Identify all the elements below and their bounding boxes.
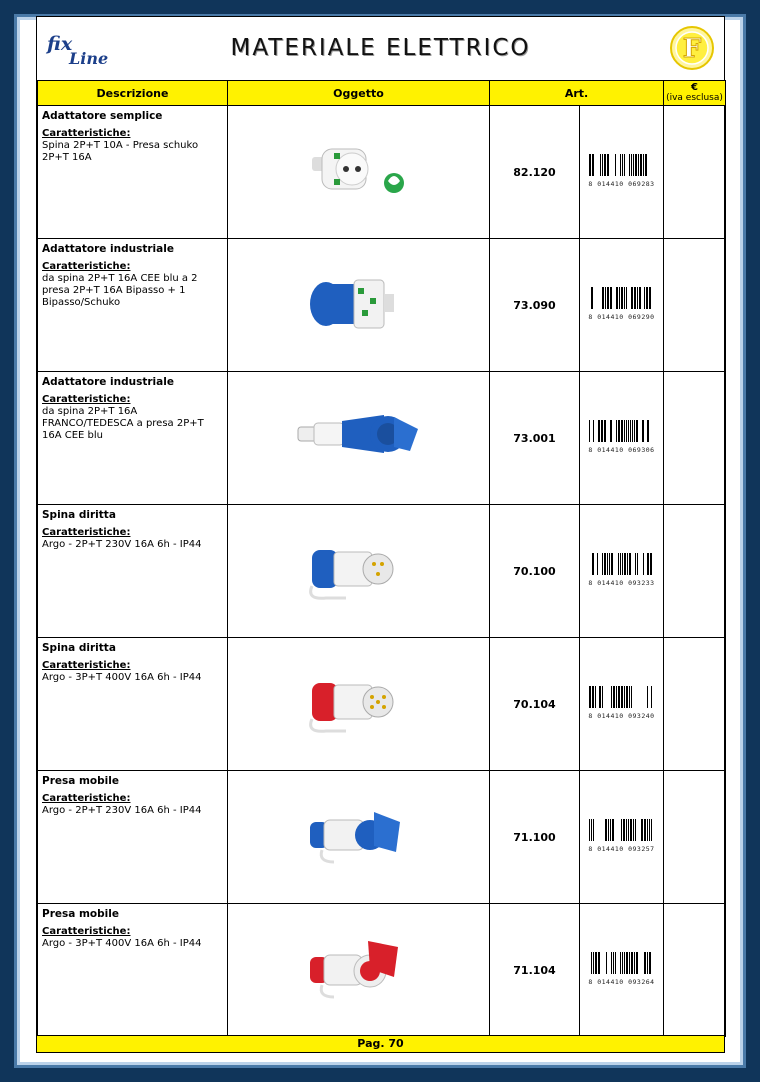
- product-name: Adattatore semplice: [42, 110, 163, 122]
- barcode-number: 8 014410 093264: [588, 978, 655, 986]
- table-row: [38, 372, 726, 505]
- product-description: Argo - 2P+T 230V 16A 6h - IP44: [42, 805, 202, 816]
- product-name: Presa mobile: [42, 908, 119, 920]
- price-cell: [664, 904, 726, 1037]
- page-number: Pag. 70: [37, 1035, 724, 1052]
- col-oggetto: Oggetto: [228, 81, 490, 106]
- barcode-number: 8 014410 093233: [588, 579, 655, 587]
- barcode-cell: [580, 106, 664, 239]
- product-image: [228, 505, 490, 638]
- product-table: [37, 80, 726, 1037]
- barcode-icon: [588, 686, 656, 720]
- features-label: Caratteristiche:: [42, 394, 131, 405]
- table-row: [38, 106, 726, 239]
- product-description: da spina 2P+T 16A FRANCO/TEDESCA a presa 2P+T 16A CEE blu: [42, 406, 204, 441]
- description-cell: [38, 239, 228, 372]
- f-logo-icon: [669, 25, 715, 71]
- price-cell: [664, 771, 726, 904]
- description-cell: [38, 638, 228, 771]
- product-name: Adattatore industriale: [42, 376, 174, 388]
- product-name: Presa mobile: [42, 775, 119, 787]
- description-cell: [38, 505, 228, 638]
- table-row: [38, 638, 726, 771]
- product-name: Spina diritta: [42, 509, 116, 521]
- article-code: 70.104: [490, 638, 580, 771]
- barcode-icon: [588, 553, 656, 587]
- table-row: [38, 904, 726, 1037]
- barcode-number: 8 014410 093240: [588, 712, 655, 720]
- article-code: 73.090: [490, 239, 580, 372]
- article-code: 70.100: [490, 505, 580, 638]
- features-label: Caratteristiche:: [42, 128, 131, 139]
- features-label: Caratteristiche:: [42, 261, 131, 272]
- features-label: Caratteristiche:: [42, 660, 131, 671]
- col-euro: € (iva esclusa): [664, 81, 726, 106]
- table-row: [38, 771, 726, 904]
- features-label: Caratteristiche:: [42, 527, 131, 538]
- description-cell: [38, 771, 228, 904]
- product-description: Argo - 3P+T 400V 16A 6h - IP44: [42, 938, 202, 949]
- col-art: Art.: [490, 81, 664, 106]
- product-image: [228, 771, 490, 904]
- barcode-cell: [580, 239, 664, 372]
- barcode-number: 8 014410 093257: [588, 845, 655, 853]
- barcode-cell: [580, 904, 664, 1037]
- product-image: [228, 372, 490, 505]
- product-description: da spina 2P+T 16A CEE blu a 2 presa 2P+T 16A Bipasso + 1 Bipasso/Schuko: [42, 273, 198, 308]
- product-image: [228, 638, 490, 771]
- svg-text:F: F: [682, 34, 702, 64]
- product-description: Argo - 3P+T 400V 16A 6h - IP44: [42, 672, 202, 683]
- product-image: [228, 239, 490, 372]
- barcode-icon: [588, 420, 656, 454]
- barcode-icon: [588, 287, 656, 321]
- barcode-icon: [588, 819, 656, 853]
- barcode-icon: [588, 154, 656, 188]
- price-cell: [664, 372, 726, 505]
- description-cell: [38, 904, 228, 1037]
- table-row: [38, 505, 726, 638]
- article-code: 71.104: [490, 904, 580, 1037]
- product-description: Argo - 2P+T 230V 16A 6h - IP44: [42, 539, 202, 550]
- product-name: Spina diritta: [42, 642, 116, 654]
- barcode-cell: [580, 372, 664, 505]
- table-header-row: [38, 81, 726, 106]
- page-title: MATERIALE ELETTRICO: [230, 35, 531, 61]
- barcode-number: 8 014410 069290: [588, 313, 655, 321]
- features-label: Caratteristiche:: [42, 926, 131, 937]
- price-cell: [664, 239, 726, 372]
- col-descrizione: Descrizione: [38, 81, 228, 106]
- article-code: 71.100: [490, 771, 580, 904]
- table-row: [38, 239, 726, 372]
- product-image: [228, 106, 490, 239]
- article-code: 82.120: [490, 106, 580, 239]
- description-cell: [38, 106, 228, 239]
- product-image: [228, 904, 490, 1037]
- page-header: [37, 17, 724, 81]
- price-cell: [664, 106, 726, 239]
- fixline-logo: fix Line: [47, 33, 109, 68]
- catalog-sheet: [36, 16, 725, 1053]
- features-label: Caratteristiche:: [42, 793, 131, 804]
- barcode-cell: [580, 505, 664, 638]
- product-description: Spina 2P+T 10A - Presa schuko 2P+T 16A: [42, 140, 199, 163]
- barcode-number: 8 014410 069306: [588, 446, 655, 454]
- barcode-cell: [580, 638, 664, 771]
- barcode-number: 8 014410 069283: [588, 180, 655, 188]
- description-cell: [38, 372, 228, 505]
- article-code: 73.001: [490, 372, 580, 505]
- barcode-icon: [588, 952, 656, 986]
- price-cell: [664, 505, 726, 638]
- product-name: Adattatore industriale: [42, 243, 174, 255]
- price-cell: [664, 638, 726, 771]
- barcode-cell: [580, 771, 664, 904]
